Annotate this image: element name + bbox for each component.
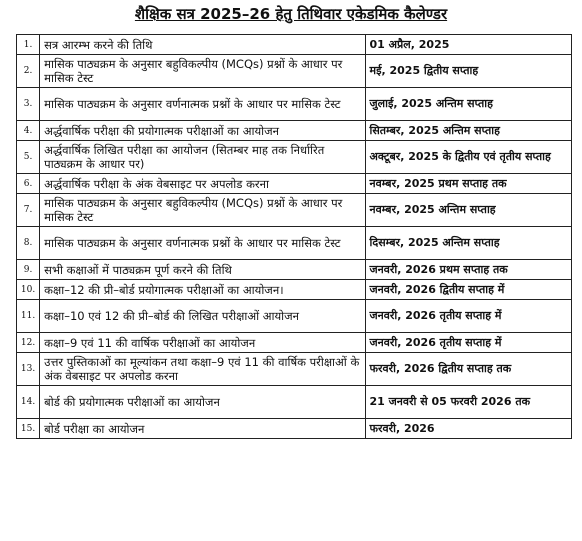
row-number: 14. <box>17 386 40 419</box>
row-activity: अर्द्धवार्षिक लिखित परीक्षा का आयोजन (सितम्बर माह तक निर्धारित पाठ्यक्रम के आधार पर) <box>40 141 365 174</box>
row-date: 21 जनवरी से 05 फरवरी 2026 तक <box>365 386 572 419</box>
row-activity: अर्द्धवार्षिक परीक्षा की प्रयोगात्मक परीक्षाओं का आयोजन <box>40 121 365 141</box>
row-date: मई, 2025 द्वितीय सप्ताह <box>365 55 572 88</box>
table-row <box>17 353 572 386</box>
row-number: 6. <box>17 174 40 194</box>
row-number: 12. <box>17 333 40 353</box>
row-number: 8. <box>17 227 40 260</box>
row-number: 11. <box>17 300 40 333</box>
row-date: नवम्बर, 2025 प्रथम सप्ताह तक <box>365 174 572 194</box>
row-date: नवम्बर, 2025 अन्तिम सप्ताह <box>365 194 572 227</box>
table-row <box>17 55 572 88</box>
table-row <box>17 333 572 353</box>
row-date: फरवरी, 2026 द्वितीय सप्ताह तक <box>365 353 572 386</box>
table-row <box>17 141 572 174</box>
table-row <box>17 386 572 419</box>
table-row <box>17 194 572 227</box>
row-number: 9. <box>17 260 40 280</box>
row-activity: कक्षा–12 की प्री–बोर्ड प्रयोगात्मक परीक्षाओं का आयोजन। <box>40 280 365 300</box>
row-activity: मासिक पाठ्यक्रम के अनुसार वर्णनात्मक प्रश्नों के आधार पर मासिक टेस्ट <box>40 227 365 260</box>
page-title: शैक्षिक सत्र 2025–26 हेतु तिथिवार एकेडमिक कैलेण्डर <box>134 5 448 23</box>
row-date: अक्टूबर, 2025 के द्वितीय एवं तृतीय सप्ताह <box>365 141 572 174</box>
table-row <box>17 260 572 280</box>
row-activity: सत्र आरम्भ करने की तिथि <box>40 35 365 55</box>
row-number: 15. <box>17 419 40 439</box>
row-number: 4. <box>17 121 40 141</box>
row-date: सितम्बर, 2025 अन्तिम सप्ताह <box>365 121 572 141</box>
row-date: जुलाई, 2025 अन्तिम सप्ताह <box>365 88 572 121</box>
row-date: 01 अप्रैल, 2025 <box>365 35 572 55</box>
row-activity: उत्तर पुस्तिकाओं का मूल्यांकन तथा कक्षा–9 एवं 11 की वार्षिक परीक्षाओं के अंक वेबसाइट पर अपलोड करना <box>40 353 365 386</box>
row-number: 1. <box>17 35 40 55</box>
table-row <box>17 280 572 300</box>
row-number: 13. <box>17 353 40 386</box>
table-row <box>17 227 572 260</box>
row-date: जनवरी, 2026 द्वितीय सप्ताह में <box>365 280 572 300</box>
row-date: फरवरी, 2026 <box>365 419 572 439</box>
table-row <box>17 121 572 141</box>
row-activity: मासिक पाठ्यक्रम के अनुसार बहुविकल्पीय (MCQs) प्रश्नों के आधार पर मासिक टेस्ट <box>40 55 365 88</box>
row-activity: मासिक पाठ्यक्रम के अनुसार बहुविकल्पीय (MCQs) प्रश्नों के आधार पर मासिक टेस्ट <box>40 194 365 227</box>
table-row <box>17 174 572 194</box>
row-date: जनवरी, 2026 तृतीय सप्ताह में <box>365 333 572 353</box>
academic-calendar-table <box>16 34 572 439</box>
row-number: 3. <box>17 88 40 121</box>
row-activity: मासिक पाठ्यक्रम के अनुसार वर्णनात्मक प्रश्नों के आधार पर मासिक टेस्ट <box>40 88 365 121</box>
row-activity: कक्षा–9 एवं 11 की वार्षिक परीक्षाओं का आयोजन <box>40 333 365 353</box>
table-row <box>17 419 572 439</box>
row-activity: बोर्ड की प्रयोगात्मक परीक्षाओं का आयोजन <box>40 386 365 419</box>
row-date: जनवरी, 2026 प्रथम सप्ताह तक <box>365 260 572 280</box>
row-activity: सभी कक्षाओं में पाठ्यक्रम पूर्ण करने की तिथि <box>40 260 365 280</box>
row-activity: बोर्ड परीक्षा का आयोजन <box>40 419 365 439</box>
row-number: 2. <box>17 55 40 88</box>
row-date: दिसम्बर, 2025 अन्तिम सप्ताह <box>365 227 572 260</box>
row-date: जनवरी, 2026 तृतीय सप्ताह में <box>365 300 572 333</box>
row-activity: अर्द्धवार्षिक परीक्षा के अंक वेबसाइट पर अपलोड करना <box>40 174 365 194</box>
table-row <box>17 88 572 121</box>
table-row <box>17 35 572 55</box>
row-number: 10. <box>17 280 40 300</box>
row-number: 7. <box>17 194 40 227</box>
row-activity: कक्षा–10 एवं 12 की प्री–बोर्ड की लिखित परीक्षाओं आयोजन <box>40 300 365 333</box>
table-row <box>17 300 572 333</box>
row-number: 5. <box>17 141 40 174</box>
